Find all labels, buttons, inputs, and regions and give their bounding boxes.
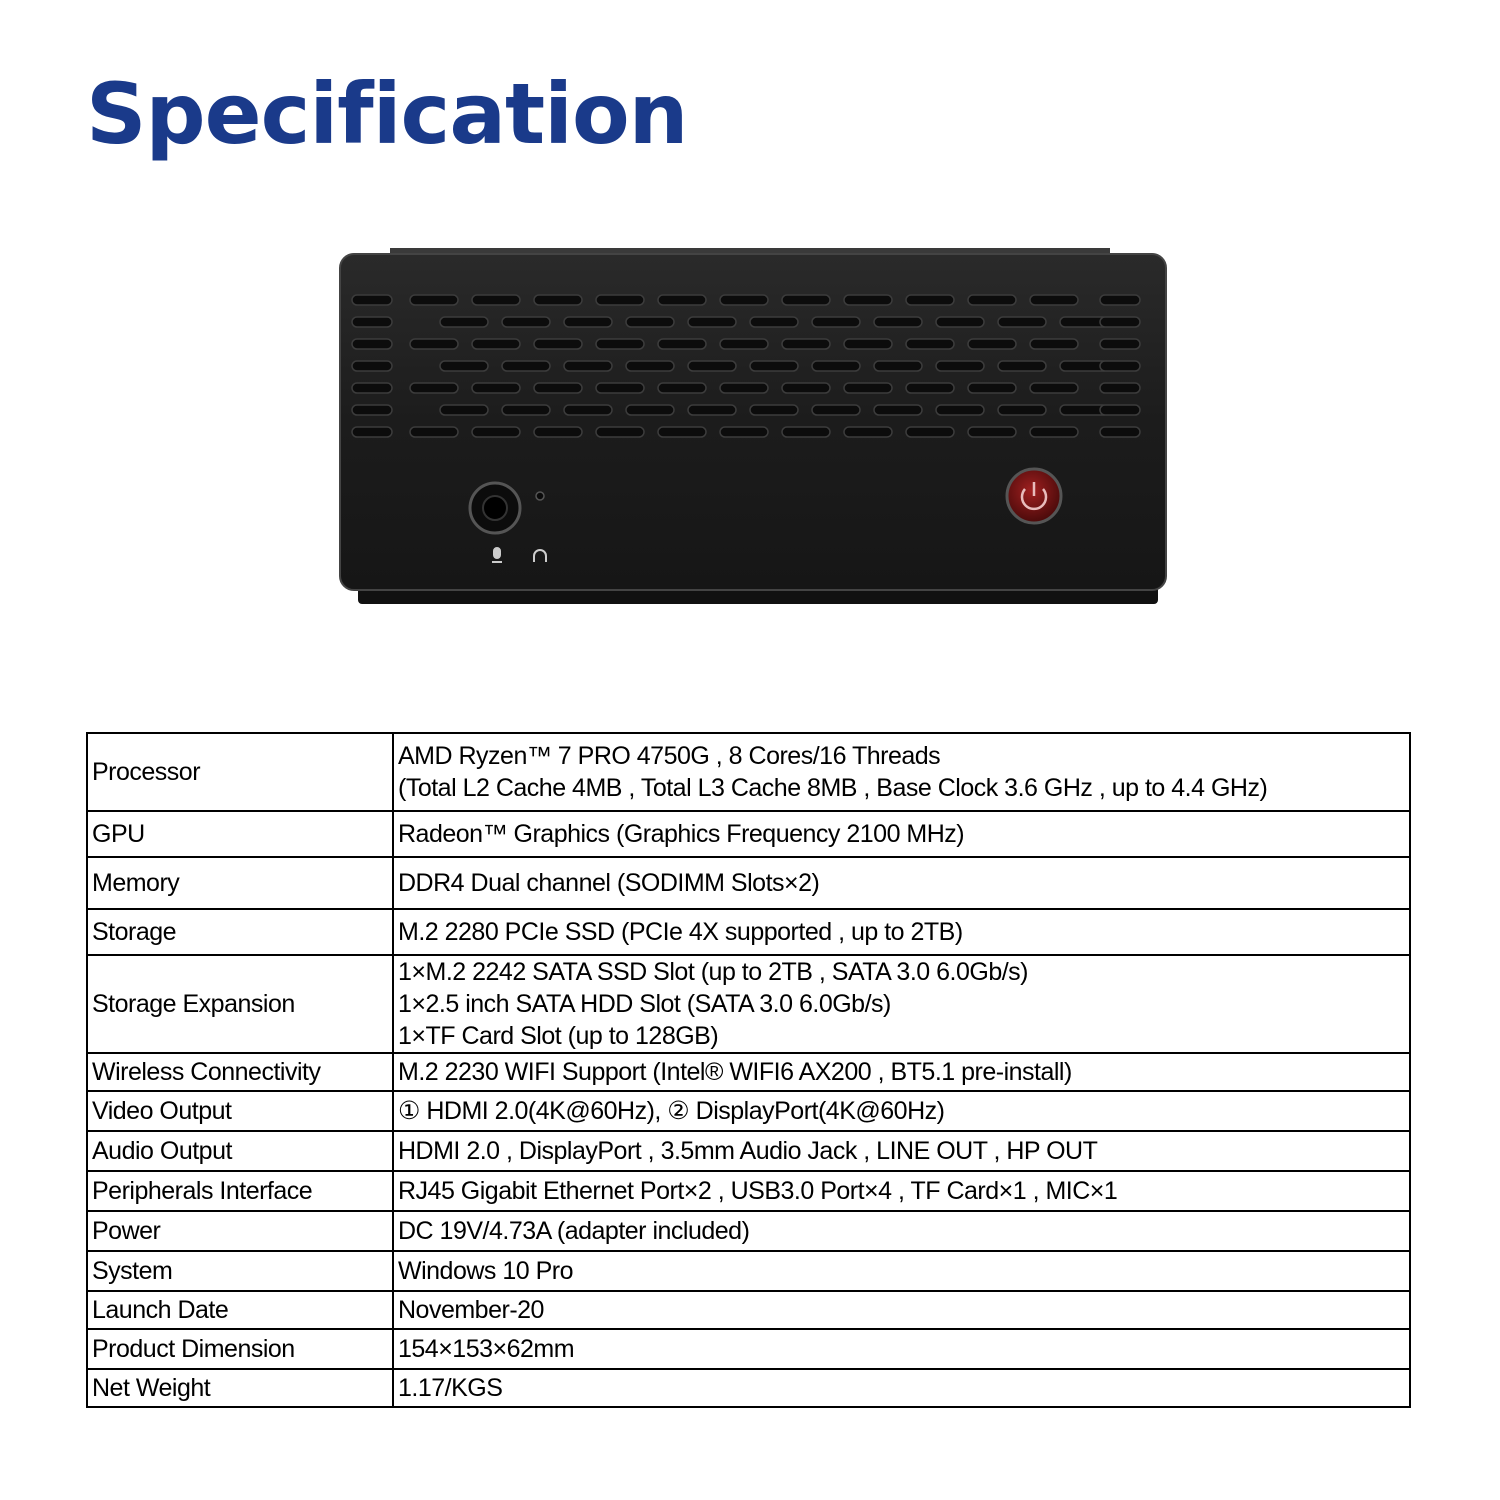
spec-row (87, 1053, 1410, 1091)
spec-value-line: HDMI 2.0 , DisplayPort , 3.5mm Audio Jack , LINE OUT , HP OUT (398, 1137, 1098, 1165)
spec-row (87, 909, 1410, 955)
spec-value (393, 955, 1410, 1053)
spec-value-line: M.2 2280 PCIe SSD (PCIe 4X supported , up to 2TB) (398, 918, 963, 946)
spec-value-line: Windows 10 Pro (398, 1257, 574, 1285)
spec-row (87, 811, 1410, 857)
spec-label: Processor (87, 733, 393, 811)
spec-value-line: Radeon™ Graphics (Graphics Frequency 2100 MHz) (398, 820, 965, 848)
spec-value-line: ① HDMI 2.0(4K@60Hz), ② DisplayPort(4K@60Hz) (398, 1097, 945, 1125)
spec-value (393, 1171, 1410, 1211)
spec-value (393, 909, 1410, 955)
spec-row (87, 1211, 1410, 1251)
spec-value-line: DDR4 Dual channel (SODIMM Slots×2) (398, 869, 820, 897)
spec-row (87, 1131, 1410, 1171)
spec-row (87, 1251, 1410, 1291)
spec-row (87, 733, 1410, 811)
spec-value (393, 1211, 1410, 1251)
spec-value (393, 1091, 1410, 1131)
spec-row (87, 955, 1410, 1053)
spec-table (86, 732, 1411, 1408)
page-title: Specification (86, 65, 688, 163)
spec-label: Video Output (87, 1091, 393, 1131)
spec-label: Storage (87, 909, 393, 955)
spec-row (87, 857, 1410, 909)
spec-value-line: M.2 2230 WIFI Support (Intel® WIFI6 AX200 , BT5.1 pre-install) (398, 1058, 1072, 1086)
spec-value (393, 1291, 1410, 1329)
spec-label: GPU (87, 811, 393, 857)
spec-value (393, 1251, 1410, 1291)
spec-label: Audio Output (87, 1131, 393, 1171)
spec-value-line: RJ45 Gigabit Ethernet Port×2 , USB3.0 Port×4 , TF Card×1 , MIC×1 (398, 1177, 1118, 1205)
spec-label: Launch Date (87, 1291, 393, 1329)
spec-value (393, 811, 1410, 857)
spec-value-line: (Total L2 Cache 4MB , Total L3 Cache 8MB , Base Clock 3.6 GHz , up to 4.4 GHz) (398, 774, 1268, 802)
spec-row (87, 1291, 1410, 1329)
spec-value-line: 154×153×62mm (398, 1335, 575, 1363)
spec-value (393, 1131, 1410, 1171)
spec-label: Power (87, 1211, 393, 1251)
spec-row (87, 1091, 1410, 1131)
spec-label: Net Weight (87, 1369, 393, 1407)
mini-pc-product-image (330, 240, 1180, 620)
spec-value (393, 1369, 1410, 1407)
power-button (1007, 469, 1061, 523)
spec-row (87, 1171, 1410, 1211)
spec-row (87, 1329, 1410, 1369)
spec-value-line: 1×M.2 2242 SATA SSD Slot (up to 2TB , SATA 3.0 6.0Gb/s) (398, 958, 1028, 986)
spec-label: Product Dimension (87, 1329, 393, 1369)
spec-value-line: 1×2.5 inch SATA HDD Slot (SATA 3.0 6.0Gb/s) (398, 990, 891, 1018)
spec-label: Storage Expansion (87, 955, 393, 1053)
spec-value (393, 1053, 1410, 1091)
spec-label: Wireless Connectivity (87, 1053, 393, 1091)
spec-value (393, 1329, 1410, 1369)
spec-label: Peripherals Interface (87, 1171, 393, 1211)
spec-row (87, 1369, 1410, 1407)
spec-value (393, 857, 1410, 909)
spec-label: System (87, 1251, 393, 1291)
spec-value (393, 733, 1410, 811)
spec-label: Memory (87, 857, 393, 909)
spec-value-line: AMD Ryzen™ 7 PRO 4750G , 8 Cores/16 Threads (398, 742, 941, 770)
spec-value-line: DC 19V/4.73A (adapter included) (398, 1217, 750, 1245)
spec-value-line: 1×TF Card Slot (up to 128GB) (398, 1022, 719, 1050)
spec-value-line: November-20 (398, 1296, 544, 1324)
spec-value-line: 1.17/KGS (398, 1374, 503, 1402)
